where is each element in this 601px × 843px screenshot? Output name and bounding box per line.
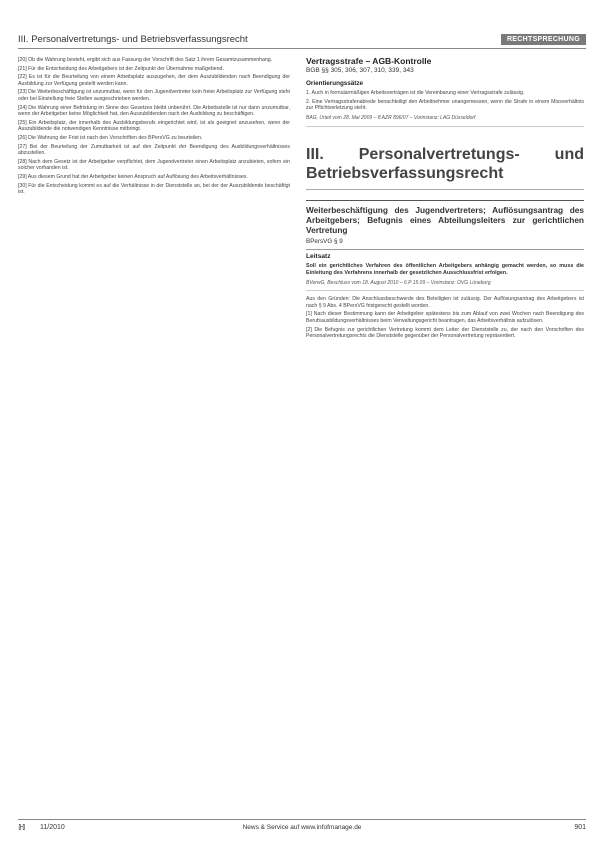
paragraph: [24] Die Wahrung einer Befristung im Sinne des Gesetzes bleibt unberührt. Die Arbeitsstelle ist nur dann unzumutbar, wenn der Arbeitgeber keine Möglichkeit hat, den Auszubildenden nach der Ausbildung zu beschäftigen. — [18, 104, 290, 118]
body-paragraph: [1] Nach dieser Bestimmung kann der Arbeitgeber spätestens bis zum Ablauf von zwei Wochen nach Beendigung des Berufsausbildungsverhältnisses beim Verwaltungsgericht beantragen, das Arbeitsverhältnis aufzulösen. — [306, 311, 584, 324]
orientation-citation: BAG, Urteil vom 28. Mai 2009 – 8 AZR 896/07 – Vorinstanz: LAG Düsseldorf — [306, 115, 584, 127]
paragraph: [21] Für die Entscheidung des Arbeitgebers ist der Zeitpunkt der Übernahme maßgebend. — [18, 65, 224, 72]
case-title-box — [306, 200, 584, 251]
body-paragraph: [2] Die Befugnis zur gerichtlichen Vertretung kommt dem Leiter der Dienststelle zu, der nach den Vorschriften des Personalvertretungsrechts die Dienststelle gegenüber der Personalvertretung repräsentiert. — [306, 326, 584, 340]
leitsatz-heading: Leitsatz — [306, 253, 331, 261]
leitsatz-text: Soll ein gerichtliches Verfahren des öffentlichen Arbeitgebers anhängig gemacht werden, so muss die Einleitung des Verfahrens innerhalb der gesetzlichen Ausschlussfrist erfolgen. — [306, 262, 584, 276]
leitsatz-citation: BVerwG, Beschluss vom 18. August 2010 – 6 P 15.09 – Vorinstanz: OVG Lüneburg — [306, 280, 584, 292]
paragraph: [23] Die Weiterbeschäftigung ist unzumutbar, wenn für den Jugendvertreter kein freier Arbeitsplatz zur Verfügung steht oder bei Einstellung freie Stellen ausgeschrieben werden. — [18, 89, 290, 102]
right-column — [306, 57, 584, 342]
section-title: III. Personalvertretungs- und Betriebsverfassungsrecht — [306, 145, 584, 190]
paragraph: [22] Es ist für die Beurteilung von einem Arbeitsplatz auszugehen, der dem Auszubildenden nach Beendigung der Ausbildung zur Verfügung gestellt werden kann. — [18, 74, 290, 87]
publisher-logo-icon: ℍ — [18, 823, 26, 832]
orientation-paragraph: 2. Eine Vertragsstrafenabrede benachteiligt den Arbeitnehmer unangemessen, wenn die Strafe in einem Missverhältnis zur Pflichtverletzung steht. — [306, 98, 584, 112]
section-tag: RECHTSPRECHUNG — [501, 34, 586, 45]
paragraph: [26] Die Wahrung der Frist ist nach den Vorschriften des BPersVG zu beurteilen. — [18, 134, 203, 141]
footer-link-text[interactable]: News & Service auf www.infofmanage.de — [242, 824, 362, 831]
case-statute: BPersVG § 9 — [306, 237, 343, 245]
page-number: 901 — [574, 824, 586, 831]
page-header — [18, 34, 586, 49]
article-heading: Vertragsstrafe – AGB-Kontrolle — [306, 56, 432, 66]
paragraph: [30] Für die Entscheidung kommt es auf die Verhältnisse in der Dienststelle an, bei der der Auszubildende beschäftigt ist. — [18, 182, 290, 196]
case-title: Weiterbeschäftigung des Jugendvertreters; Auflösungsantrag des Arbeitgebers; Befugnis eines Abteilungsleiters zur gerichtlichen Vertretung — [306, 204, 584, 236]
left-column — [18, 57, 290, 198]
issue-number: 11/2010 — [40, 824, 65, 831]
article-statutes: BGB §§ 305, 306, 307, 310, 339, 343 — [306, 67, 414, 74]
paragraph: [25] Ein Arbeitsplatz, der innerhalb des Ausbildungsberufs eingerichtet wird, ist als geeignet anzusehen, wenn der Auszubildende die notwendigen Kenntnisse mitbringt. — [18, 119, 290, 133]
body-paragraph: Aus den Gründen: Die Anschlussbeschwerde des Beteiligten ist zulässig. Der Auflösungsantrag des Arbeitgebers ist nach § 9 Abs. 4 BPersVG fristgerecht gestellt worden. — [306, 296, 584, 309]
orientation-title: Orientierungssätze — [306, 79, 364, 87]
running-title: III. Personalvertretungs- und Betriebsverfassungsrecht — [18, 34, 248, 45]
orientation-paragraph: 1. Auch in formularmäßigen Arbeitsverträgen ist die Vereinbarung einer Vertragsstrafe zulässig. — [306, 90, 525, 97]
paragraph: [27] Bei der Beurteilung der Zumutbarkeit ist auf den Zeitpunkt der Beendigung des Ausbildungsverhältnisses abzustellen. — [18, 143, 290, 157]
page-footer — [18, 819, 586, 834]
paragraph: [20] Ob die Wahrung besteht, ergibt sich aus Fassung der Vorschrift des Satz 1 ihrem Gesamtzusammenhang. — [18, 57, 273, 63]
paragraph: [28] Nach dem Gesetz ist der Arbeitgeber verpflichtet, dem Jugendvertreter einen Arbeitsplatz anzubieten, sofern ein solcher vorhanden ist. — [18, 158, 290, 172]
paragraph: [29] Aus diesem Grund hat der Arbeitgeber keinen Anspruch auf Auflösung des Arbeitsverhältnisses. — [18, 173, 248, 180]
